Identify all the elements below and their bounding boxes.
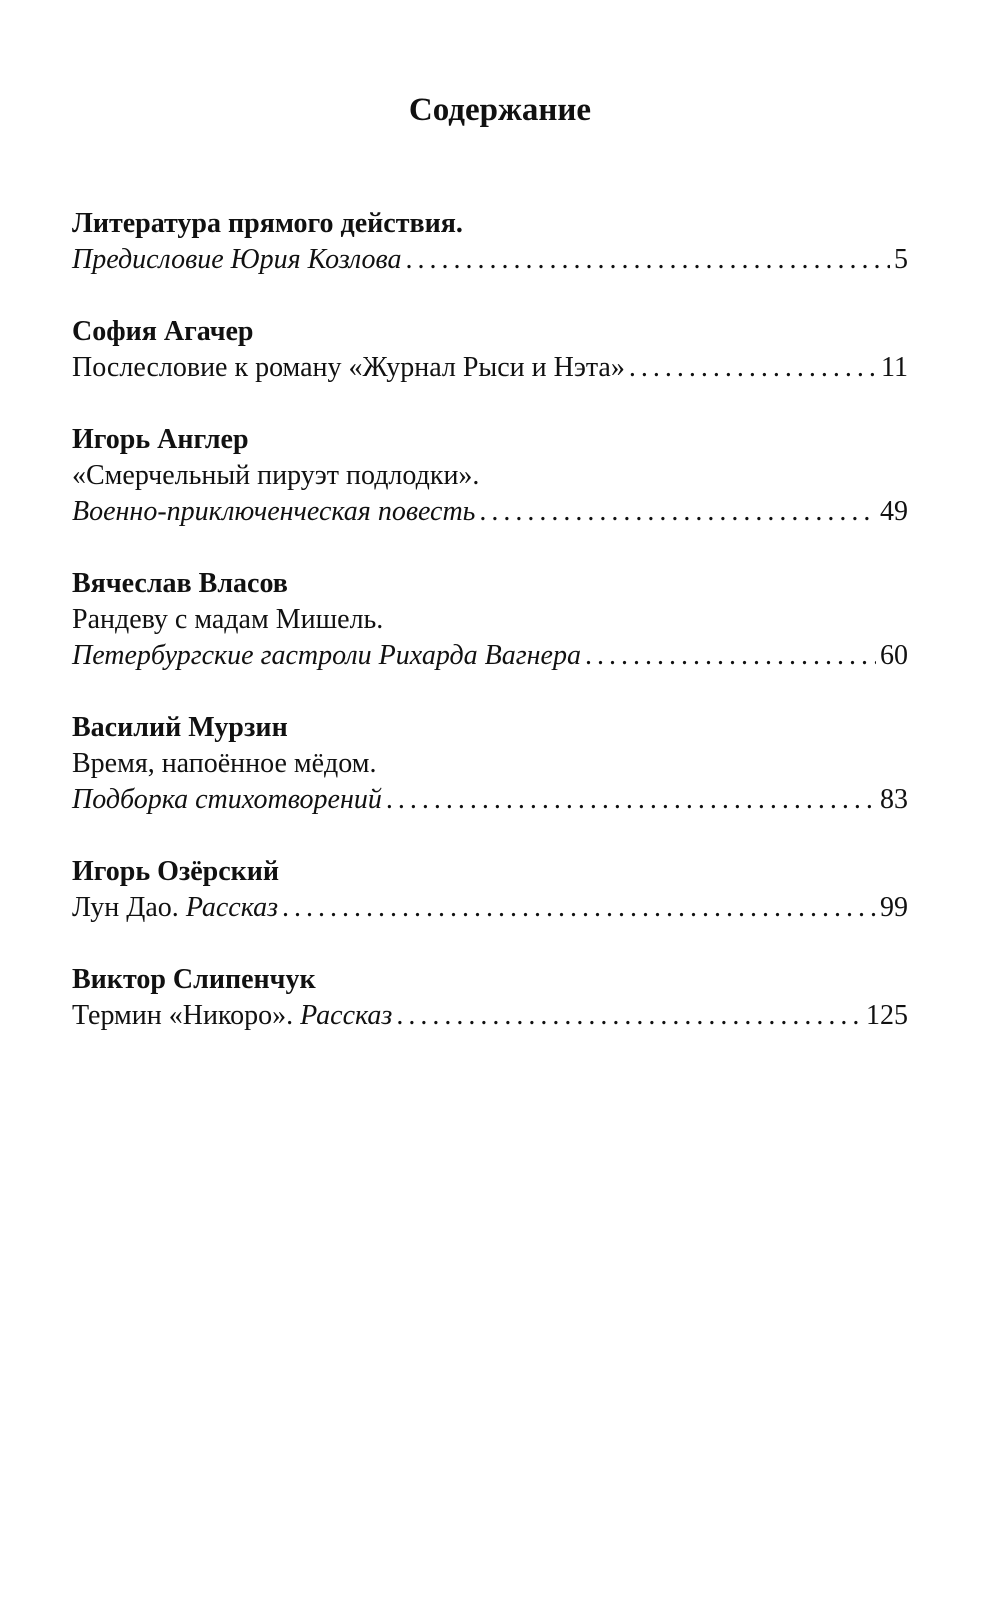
toc-entry-author: Литература прямого действия.	[72, 208, 463, 239]
toc-entry-leader-row	[72, 638, 908, 674]
toc-entry-page-number: 5	[894, 244, 908, 275]
toc-entry	[72, 566, 908, 674]
toc-entry-leader-row	[72, 494, 908, 530]
toc-entry	[72, 206, 908, 278]
toc-entry-author: Вячеслав Власов	[72, 568, 288, 599]
toc-entry-title-line: «Смерчельный пируэт подлодки».	[72, 460, 480, 491]
toc-entry-genre: Петербургские гастроли Рихарда Вагнера	[72, 640, 581, 671]
toc-entry-author: Василий Мурзин	[72, 712, 288, 743]
toc-entry-page-number: 125	[866, 1000, 908, 1031]
toc-entry-page-number: 11	[881, 352, 908, 383]
toc-entry-label	[72, 242, 402, 278]
toc-entry-page-number: 49	[880, 496, 908, 527]
dot-leader	[585, 638, 876, 674]
toc-entry-label	[72, 494, 475, 530]
page-title: Содержание	[408, 92, 592, 128]
toc-entry	[72, 422, 908, 530]
toc-entry-title: Термин «Никоро».	[72, 1000, 301, 1031]
toc-entry-page-number: 99	[880, 892, 908, 923]
dot-leader	[629, 350, 877, 386]
table-of-contents	[72, 206, 908, 1070]
toc-entry-label	[72, 998, 392, 1034]
toc-entry-leader-row	[72, 242, 908, 278]
toc-entry-author: Игорь Англер	[72, 424, 249, 455]
toc-entry-label	[72, 638, 581, 674]
toc-entry-title-line: Время, напоённое мёдом.	[72, 748, 377, 779]
toc-entry-genre: Военно-приключенческая повесть	[72, 496, 476, 527]
toc-entry	[72, 710, 908, 818]
toc-entry-author: София Агачер	[72, 316, 254, 347]
toc-entry	[72, 854, 908, 926]
dot-leader	[386, 782, 876, 818]
toc-entry-page-number: 60	[880, 640, 908, 671]
toc-entry-author: Виктор Слипенчук	[72, 964, 316, 995]
dot-leader	[406, 242, 891, 278]
toc-entry-leader-row	[72, 782, 908, 818]
toc-entry-title: Лун Дао.	[72, 892, 186, 923]
dot-leader	[396, 998, 862, 1034]
toc-entry-label	[72, 350, 625, 386]
dot-leader	[282, 890, 876, 926]
toc-entry-label	[72, 890, 278, 926]
toc-entry-label	[72, 782, 382, 818]
toc-entry-title-line: Рандеву с мадам Мишель.	[72, 604, 384, 635]
toc-entry	[72, 314, 908, 386]
toc-entry-leader-row	[72, 350, 908, 386]
toc-entry-genre: Предисловие Юрия Козлова	[72, 244, 402, 275]
toc-entry-leader-row	[72, 998, 908, 1034]
dot-leader	[479, 494, 876, 530]
toc-entry-genre: Рассказ	[300, 1000, 393, 1031]
toc-entry-genre: Подборка стихотворений	[72, 784, 382, 815]
toc-entry-genre: Рассказ	[185, 892, 279, 923]
toc-entry-author: Игорь Озёрский	[72, 856, 280, 887]
toc-entry-page-number: 83	[880, 784, 908, 815]
toc-entry-leader-row	[72, 890, 908, 926]
toc-entry	[72, 962, 908, 1034]
toc-entry-title: Послесловие к роману «Журнал Рыси и Нэта»	[72, 352, 625, 383]
